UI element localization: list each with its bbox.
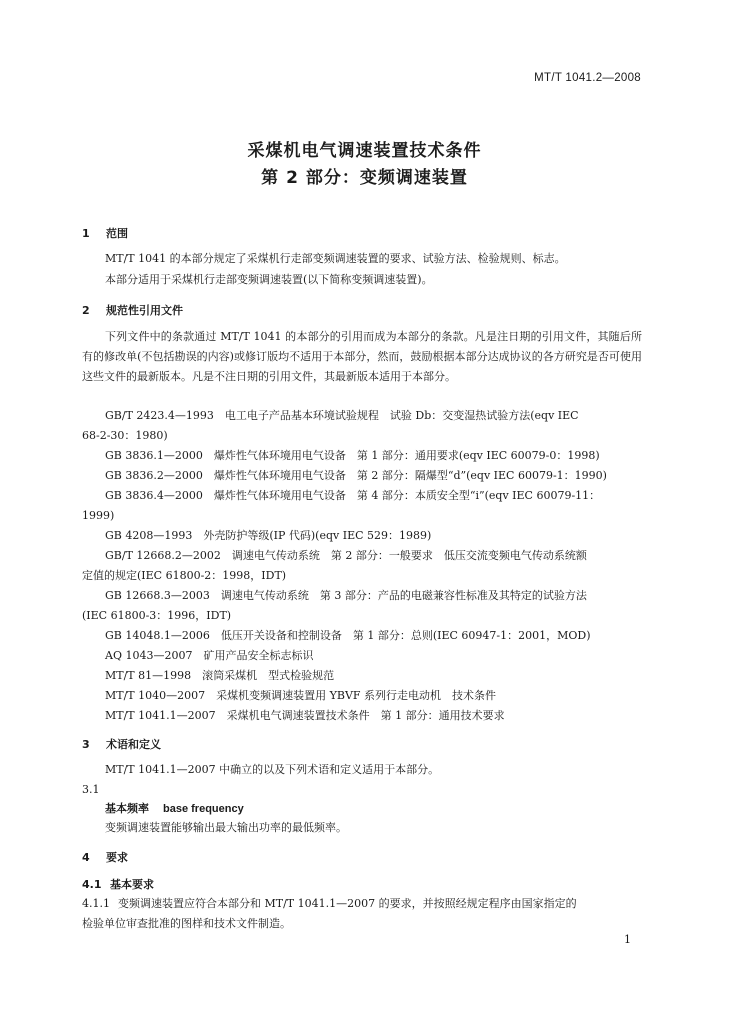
standard-number: MT/T 1041.2—2008	[534, 72, 641, 84]
scope-paragraph-2: 本部分适用于采煤机行走部变频调速装置(以下简称变频调速装置)。	[105, 273, 433, 286]
section-title: 术语和定义	[106, 738, 161, 751]
reference-item: GB 4208—1993 外壳防护等级(IP 代码)(eqv IEC 529：1989)	[105, 529, 432, 542]
reference-item: GB 3836.4—2000 爆炸性气体环境用电气设备 第 4 部分：本质安全型“i”(eqv IEC 60079-11：	[105, 489, 601, 502]
subsection-number: 4.1	[82, 878, 102, 891]
section-number: 2	[82, 304, 90, 317]
document-title-line1: 采煤机电气调速装置技术条件	[247, 141, 482, 161]
section-title: 规范性引用文件	[106, 304, 183, 317]
subsection-title: 基本要求	[110, 878, 154, 891]
section-number: 1	[82, 227, 90, 240]
reference-item: MT/T 81—1998 滚筒采煤机 型式检验规范	[105, 669, 335, 682]
terms-intro-paragraph: MT/T 1041.1—2007 中确立的以及下列术语和定义适用于本部分。	[105, 763, 440, 776]
subsection-4-1-heading	[82, 876, 154, 892]
term-english: base frequency	[163, 803, 244, 815]
reference-item-continuation: 68-2-30：1980)	[82, 429, 168, 442]
reference-item: GB/T 12668.2—2002 调速电气传动系统 第 2 部分：一般要求 低压交流变频电气传动系统额	[105, 549, 587, 562]
clause-number: 4.1.1	[82, 897, 110, 910]
reference-item-continuation: 定值的规定(IEC 61800-2：1998，IDT)	[82, 569, 287, 582]
reference-item: GB/T 2423.4—1993 电工电子产品基本环境试验规程 试验 Db：交变湿热试验方法(eqv IEC	[105, 409, 579, 422]
term-chinese: 基本频率	[105, 802, 149, 815]
section-title: 要求	[106, 851, 128, 864]
reference-item-continuation: 1999)	[82, 509, 115, 522]
reference-item: GB 3836.2—2000 爆炸性气体环境用电气设备 第 2 部分：隔爆型“d”(eqv IEC 60079-1：1990)	[105, 469, 607, 482]
reference-item-continuation: (IEC 61800-3：1996，IDT)	[82, 609, 232, 622]
section-1-heading	[82, 225, 128, 241]
reference-item: MT/T 1040—2007 采煤机变频调速装置用 YBVF 系列行走电动机 技术条件	[105, 689, 497, 702]
reference-item: GB 3836.1—2000 爆炸性气体环境用电气设备 第 1 部分：通用要求(eqv IEC 60079-0：1998)	[105, 449, 600, 462]
scope-paragraph-1: MT/T 1041 的本部分规定了采煤机行走部变频调速装置的要求、试验方法、检验规则、标志。	[105, 252, 566, 265]
clause-4-1-1	[82, 895, 577, 913]
clause-4-1-1-continuation: 检验单位审查批准的图样和技术文件制造。	[82, 917, 291, 930]
section-number: 4	[82, 851, 90, 864]
reference-item: AQ 1043—2007 矿用产品安全标志标识	[105, 649, 314, 662]
section-title: 范围	[106, 227, 128, 240]
page-number: 1	[624, 933, 631, 946]
reference-item: GB 14048.1—2006 低压开关设备和控制设备 第 1 部分：总则(IEC 60947-1：2001，MOD)	[105, 629, 591, 642]
term-definition: 变频调速装置能够输出最大输出功率的最低频率。	[105, 821, 347, 834]
term-number: 3.1	[82, 783, 100, 796]
clause-text: 变频调速装置应符合本部分和 MT/T 1041.1—2007 的要求，并按照经规定程序由国家指定的	[118, 897, 577, 910]
reference-item: GB 12668.3—2003 调速电气传动系统 第 3 部分：产品的电磁兼容性标准及其特定的试验方法	[105, 589, 587, 602]
section-3-heading	[82, 736, 161, 752]
normative-intro-paragraph: 下列文件中的条款通过 MT/T 1041 的本部分的引用而成为本部分的条款。凡是注日期的引用文件，其随后所有的修改单(不包括勘误的内容)或修订版均不适用于本部分，然而，鼓励根据本部分达成协议的各方研究是否可使用这些文件的最新版本。凡是不注日期的引用文件，其最新版本适用于本部分。	[82, 330, 642, 383]
section-2-heading	[82, 302, 183, 318]
reference-item: MT/T 1041.1—2007 采煤机电气调速装置技术条件 第 1 部分：通用技术要求	[105, 709, 505, 722]
section-number: 3	[82, 738, 90, 751]
term-heading	[105, 800, 244, 816]
document-title-line2: 第 2 部分：变频调速装置	[261, 168, 468, 188]
section-4-heading	[82, 849, 128, 865]
